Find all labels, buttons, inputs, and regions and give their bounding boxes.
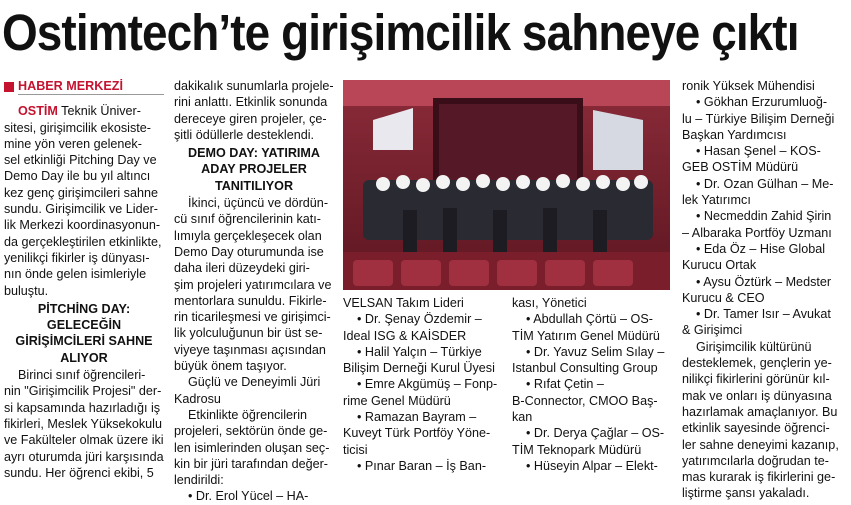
column-5 [682, 78, 848, 502]
text-line: sitesi, girişimcilik ekosiste- [4, 120, 151, 135]
jury-line: • Dr. Ozan Gülhan – Me- [696, 176, 834, 191]
column-3 [343, 295, 505, 474]
jury-line: • Hasan Şenel – KOS- [696, 144, 821, 159]
text-line: dakikalık sunumlarla projele- [174, 79, 334, 93]
text-line: sundu. Girişimcilik ve Lider- [4, 202, 158, 217]
jury-line: ticisi [343, 442, 368, 457]
jury-line: B-Connector, CMOO Baş- [512, 393, 658, 408]
jury-line: • Abdullah Çörtü – OS- [526, 312, 653, 327]
jury-line: Bilişim Derneği Kurul Üyesi [343, 361, 495, 376]
jury-line: TİM Yatırım Genel Müdürü [512, 328, 660, 343]
subheading-line: GELECEĞİN [46, 318, 122, 333]
text-line: lımıyla gerçekleşecek olan [174, 228, 322, 243]
text-line: İkinci, üçüncü ve dördün- [188, 196, 329, 211]
text-line: Güçlü ve Deneyimli Jüri [188, 375, 321, 390]
byline [4, 78, 164, 95]
text-line: viyeye taşınması açısından [174, 342, 326, 357]
text-line: büyük önem taşıyor. [174, 359, 287, 374]
column-4 [512, 295, 672, 474]
text-line: yenilikçi fikirler iş dünyası- [4, 250, 150, 265]
text-line: şim projeleri yatırımcılara ve [174, 277, 332, 292]
intro-lines [4, 120, 164, 299]
intro-lead: OSTİM [18, 104, 58, 119]
jury-line: – Albaraka Portföy Uzmanı [682, 225, 832, 240]
text-line: desteklemek, gençlerin ye- [682, 356, 832, 371]
jury-line: • Dr. Tamer Isır – Avukat [696, 307, 831, 322]
event-photo-illustration [343, 80, 670, 290]
jury-line: • Necmeddin Zahid Şirin [696, 209, 832, 224]
text-line: daha ileri düzeydeki giri- [174, 261, 310, 276]
text-line: projeleri, sektörün önde ge- [174, 424, 328, 439]
jury-line: kan [512, 410, 533, 425]
text-line: kez genç girişimcileri sahne [4, 185, 158, 200]
jury-line: • Halil Yalçın – Türkiye [357, 344, 482, 359]
text-line: Kadrosu [174, 391, 221, 406]
intro-paragraph [4, 103, 164, 119]
column-2 [174, 78, 334, 505]
text-line: fikirleri, Meslek Yüksekokulu [4, 416, 162, 431]
subheading-demo-day [174, 145, 334, 194]
jury-line: VELSAN Takım Lideri [343, 296, 464, 310]
subheading-line: GİRİŞİMCİLERİ SAHNE [15, 334, 153, 349]
jury-line: GEB OSTİM Müdürü [682, 160, 799, 175]
jury-line: • Pınar Baran – İş Ban- [357, 458, 487, 473]
byline-square-icon [4, 82, 14, 92]
intro-line: Teknik Üniver- [57, 104, 141, 119]
byline-text: HABER MERKEZİ [18, 78, 164, 95]
jury-line: Ideal ISG & KAİSDER [343, 328, 467, 343]
text-line: lik yolculuğunun bir üst se- [174, 326, 323, 341]
text-line: Girişimcilik kültürünü [696, 339, 812, 354]
text-line: mak ve onları iş dünyasına [682, 388, 832, 403]
subheading-line: ADAY PROJELER [201, 162, 307, 177]
text-line: ayrı oturumda jüri karşısında [4, 449, 164, 464]
text-line: Demo Day ile bu yıl altıncı [4, 169, 151, 184]
text-line: lik Merkezi koordinasyonun- [4, 218, 161, 233]
column-1 [4, 78, 164, 481]
jury-line: • Dr. Yavuz Selim Sılay – [526, 344, 665, 359]
text-line: buluştu. [4, 283, 49, 298]
jury-line: TİM Teknopark Müdürü [512, 442, 642, 457]
text-line: Etkinlikte öğrencilerin [188, 407, 307, 422]
jury-line: Istanbul Consulting Group [512, 361, 658, 376]
jury-line: • Eda Öz – Hise Global [696, 241, 826, 256]
text-line: hazırlamak amaçlanıyor. Bu [682, 404, 838, 419]
text-line: si kapsamında hazırladığı iş [4, 400, 161, 415]
jury-line: Kurucu & CEO [682, 290, 765, 305]
text-line: şitli ödüllerle desteklendi. [174, 127, 315, 142]
text-line: dereceye giren projeler, çe- [174, 111, 327, 126]
text-line: • Dr. Erol Yücel – HA- [188, 489, 309, 504]
jury-line: rime Genel Müdürü [343, 393, 451, 408]
headline: Ostimtech’te girişimcilik sahneye çıktı [2, 4, 799, 61]
text-line: yatırımcılarla doğrudan te- [682, 453, 829, 468]
text-line: rin ticarileşmesi ve girişimci- [174, 310, 331, 325]
jury-line: lek Yatırımcı [682, 193, 751, 208]
jury-line: • Ramazan Bayram – [357, 410, 477, 425]
text-line: ve Fakülteler olmak üzere iki [4, 433, 164, 448]
jury-line: lu – Türkiye Bilişim Derneği [682, 111, 835, 126]
text-line: cü sınıf öğrencilerinin katı- [174, 212, 321, 227]
text-line: nilikçi fikirlerini görünür kıl- [682, 372, 830, 387]
text-line: sel etkinliği Pitching Day ve [4, 153, 157, 168]
jury-line: Kuveyt Türk Portföy Yöne- [343, 426, 491, 441]
text-line: liştirme şansı yakaladı. [682, 486, 810, 501]
jury-line: & Girişimci [682, 323, 743, 338]
text-line: nın önde gelen isimleriyle [4, 267, 147, 282]
jury-line: • Aysu Öztürk – Medster [696, 274, 832, 289]
text-line: ler sahne deneyimi kazanıp, [682, 437, 839, 452]
text-line: etkinlik sayesinde öğrenci- [682, 421, 830, 436]
pitching-paragraph [4, 367, 164, 481]
text-line: mentorlara sunuldu. Fikirle- [174, 293, 327, 308]
jury-line: • Emre Akgümüş – Fonp- [357, 377, 498, 392]
jury-line: • Dr. Derya Çağlar – OS- [526, 426, 665, 441]
text-line: mine yön veren gelenek- [4, 136, 142, 151]
jury-line: kası, Yönetici [512, 296, 587, 310]
jury-line: • Rıfat Çetin – [526, 377, 604, 392]
text-line: Birinci sınıf öğrencileri- [18, 368, 146, 383]
subheading-line: DEMO DAY: YATIRIMA [187, 146, 321, 161]
subheading-line: ALIYOR [60, 350, 108, 365]
text-line: lendirildi: [174, 473, 224, 488]
text-line: len isimlerinden oluşan seç- [174, 440, 330, 455]
text-line: Demo Day oturumunda ise [174, 244, 324, 259]
jury-line: Başkan Yardımcısı [682, 127, 787, 142]
jury-line: • Hüseyin Alpar – Elekt- [526, 458, 658, 473]
text-line: rini anlattı. Etkinlik sonunda [174, 95, 328, 110]
text-line: sundu. Her öğrenci ekibi, 5 [4, 465, 154, 480]
jury-line: • Gökhan Erzurumluoğ- [696, 95, 828, 110]
subheading-pitching-day [4, 301, 164, 366]
text-line: da gerçekleştirilen etkinlikte, [4, 234, 162, 249]
jury-line: • Dr. Şenay Özdemir – [357, 312, 482, 327]
jury-line: Kurucu Ortak [682, 258, 757, 273]
text-line: nin "Girişimcilik Projesi" der- [4, 384, 162, 399]
subheading-line: TANITILIYOR [214, 178, 294, 193]
text-line: mas kurarak iş fikirlerini ge- [682, 470, 836, 485]
event-photo [343, 80, 670, 290]
subheading-line: PİTCHİNG DAY: [37, 301, 131, 316]
text-line: kin bir jüri tarafından değer- [174, 456, 329, 471]
jury-line: ronik Yüksek Mühendisi [682, 79, 815, 93]
